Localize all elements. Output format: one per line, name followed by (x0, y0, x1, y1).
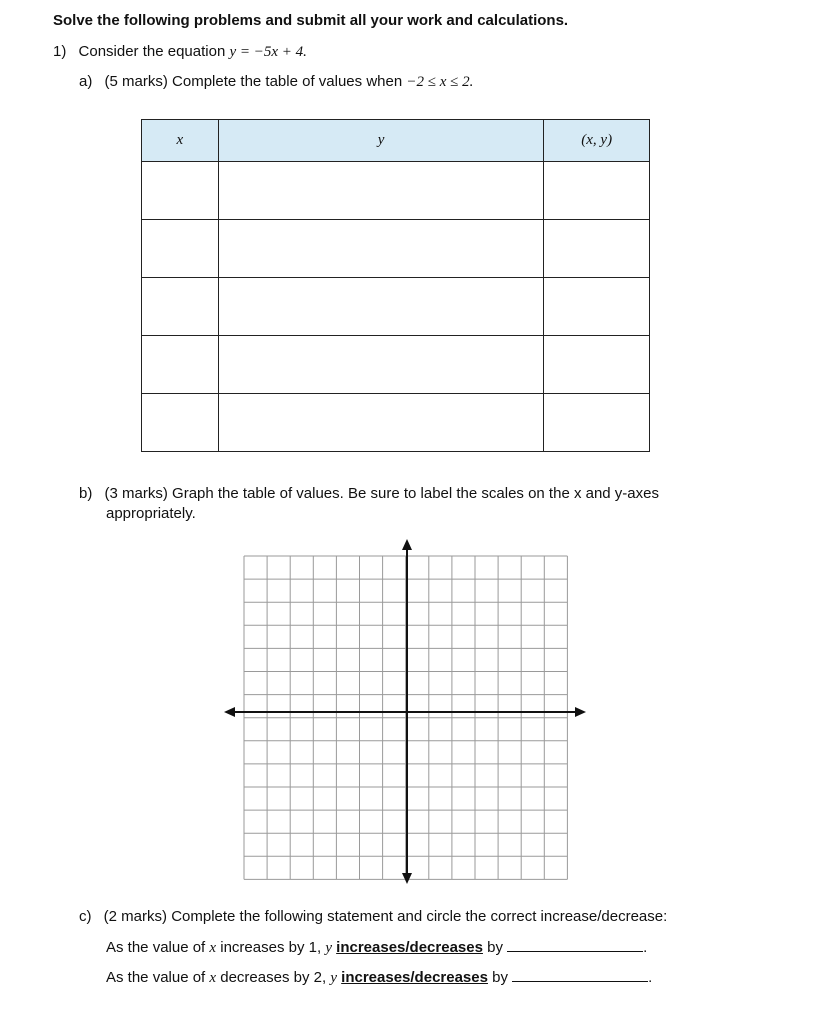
part-c-line (79, 908, 667, 925)
part-a-marks: (5 marks) (104, 73, 168, 90)
cell-xy[interactable] (544, 162, 650, 220)
part-a-label: a) (79, 73, 93, 90)
table-row (142, 394, 650, 452)
header-xy: (x, y) (544, 120, 650, 162)
cell-y[interactable] (218, 220, 544, 278)
statement-2-choice[interactable]: increases/decreases (341, 969, 488, 986)
cell-xy[interactable] (544, 336, 650, 394)
part-a-text: Complete the table of values when (172, 73, 403, 90)
cell-y[interactable] (218, 394, 544, 452)
statement-1-suffix: by (487, 939, 503, 956)
x-axis-left-arrow-icon (224, 707, 235, 717)
cell-x[interactable] (142, 162, 219, 220)
table-row (142, 336, 650, 394)
y-axis-up-arrow-icon (402, 539, 412, 550)
statement-2-suffix: by (492, 969, 508, 986)
statement-1-prefix: As the value of (106, 939, 206, 956)
question-intro: Consider the equation (78, 43, 226, 60)
cell-y[interactable] (218, 336, 544, 394)
part-c-marks: (2 marks) (103, 908, 168, 925)
table-header-row (142, 120, 650, 162)
cell-x[interactable] (142, 336, 219, 394)
statement-2-end: . (648, 969, 653, 986)
table-row (142, 220, 650, 278)
statement-1-end: . (643, 939, 648, 956)
statement-2 (106, 967, 652, 987)
cell-x[interactable] (142, 220, 219, 278)
statement-2-x: x (209, 970, 217, 986)
header-x: x (142, 120, 219, 162)
statement-1-y: y (325, 940, 332, 956)
statement-2-middle: decreases by 2, (220, 969, 327, 986)
statement-2-y: y (330, 970, 337, 986)
cell-xy[interactable] (544, 220, 650, 278)
part-b-marks: (3 marks) (104, 485, 168, 502)
worksheet-heading: Solve the following problems and submit all your work and calculations. (53, 12, 569, 29)
statement-2-prefix: As the value of (106, 969, 206, 986)
part-c-label: c) (79, 908, 92, 925)
question-1-line (53, 43, 307, 61)
part-a-line (79, 73, 473, 91)
cell-xy[interactable] (544, 278, 650, 336)
part-b-line-2: appropriately. (106, 505, 196, 522)
question-number: 1) (53, 43, 67, 60)
part-b-line-1 (79, 485, 659, 502)
grid-lines (244, 556, 567, 879)
statement-1-choice[interactable]: increases/decreases (336, 939, 483, 956)
statement-1-answer-blank[interactable] (507, 937, 643, 952)
table-row (142, 278, 650, 336)
cell-x[interactable] (142, 394, 219, 452)
table-row (142, 162, 650, 220)
part-b-text: Graph the table of values. Be sure to label the scales on the x and y-axes (172, 485, 659, 502)
statement-2-answer-blank[interactable] (512, 967, 648, 982)
table-of-values (141, 119, 650, 452)
cell-y[interactable] (218, 162, 544, 220)
y-axis-down-arrow-icon (402, 873, 412, 884)
x-axis (224, 707, 586, 717)
x-axis-right-arrow-icon (575, 707, 586, 717)
header-y: y (218, 120, 544, 162)
coordinate-grid[interactable] (222, 537, 592, 887)
part-c-text: Complete the following statement and circle the correct increase/decrease: (171, 908, 668, 925)
statement-1 (106, 937, 647, 957)
equation: y = −5x + 4. (229, 44, 307, 60)
statement-1-middle: increases by 1, (220, 939, 322, 956)
statement-1-x: x (209, 940, 217, 956)
cell-x[interactable] (142, 278, 219, 336)
cell-y[interactable] (218, 278, 544, 336)
part-a-range: −2 ≤ x ≤ 2. (406, 74, 474, 90)
part-b-label: b) (79, 485, 93, 502)
cell-xy[interactable] (544, 394, 650, 452)
